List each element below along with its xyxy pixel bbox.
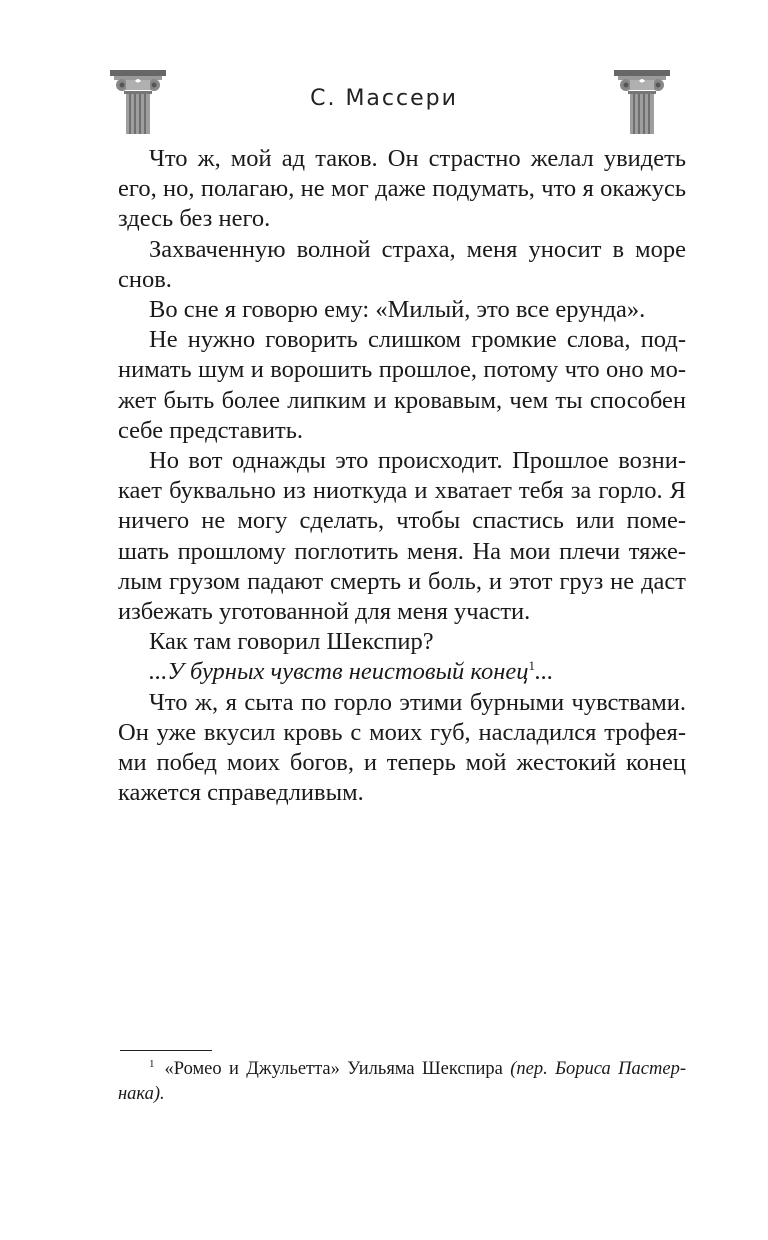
footnote-translator: (пер. Бориса Пастернака). bbox=[118, 1059, 686, 1104]
quote-text: ...У бурных чувств неистовый конец bbox=[149, 658, 529, 686]
running-title: С. Массери bbox=[310, 86, 458, 111]
footnote-text: «Ромео и Джульетта» Уильяма Шекспира bbox=[164, 1059, 511, 1079]
paragraph: Что ж, мой ад таков. Он страстно желал увидеть его, но, полагаю, не мог даже подумать, что я окажусь здесь без него. bbox=[118, 145, 686, 233]
paragraph: Во сне я говорю ему: «Милый, это все ерунда». bbox=[149, 296, 646, 324]
paragraph: Как там говорил Шекспир? bbox=[149, 628, 434, 656]
page-header bbox=[0, 66, 768, 136]
paragraph: Захваченную волной страха, меня уносит в море снов. bbox=[118, 235, 686, 293]
footnote-mark: 1 bbox=[149, 1057, 155, 1070]
paragraph: Не нужно говорить слишком громкие слова, поднимать шум и ворошить прошлое, потому что оно может быть более липким и кровавым, чем ты способен себе представить. bbox=[118, 326, 686, 444]
shakespeare-quote bbox=[118, 657, 686, 687]
body-text bbox=[118, 144, 686, 808]
footnote bbox=[118, 1057, 686, 1107]
ionic-column-icon bbox=[612, 66, 672, 134]
paragraph: Но вот однажды это происходит. Прошлое возникает буквально из ниоткуда и хватает тебя за горло. Я ничего не могу сделать, чтобы спастись или помешать прошлому поглотить меня. На мои плечи тяжелым грузом падают смерть и боль, и этот груз не даст избежать уготованной для меня участи. bbox=[118, 447, 686, 626]
paragraph: Что ж, я сыта по горло этими бурными чувствами. Он уже вкусил кровь с моих губ, насладился трофеями побед моих богов, и теперь мой жестокий конец кажется справедливым. bbox=[118, 688, 686, 807]
footnote-ref[interactable]: 1 bbox=[528, 658, 535, 674]
footnote-divider bbox=[120, 1050, 212, 1051]
quote-ellipsis: ... bbox=[535, 658, 554, 686]
